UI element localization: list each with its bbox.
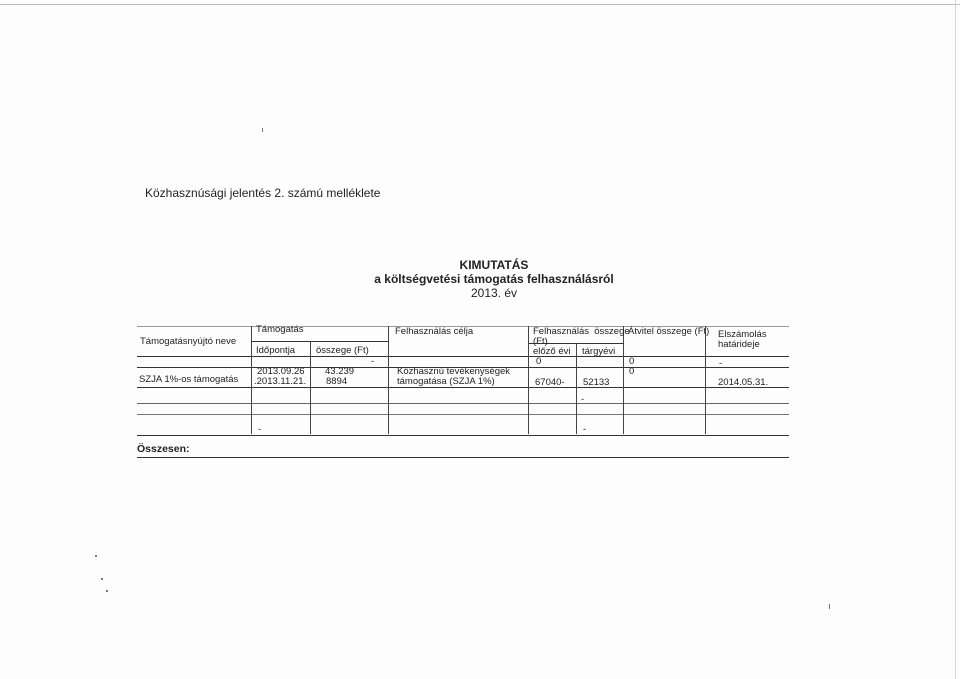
header-previous-year: előző évi bbox=[533, 346, 571, 357]
scan-right-rule bbox=[955, 0, 956, 679]
row-settlement-deadline: 2014.05.31. bbox=[718, 377, 769, 388]
row-previous-year-value: 67040- bbox=[535, 377, 565, 388]
row-grantor: SZJA 1%-os támogatás bbox=[139, 374, 239, 385]
row-purpose-line1: Közhasznú tevékenységek bbox=[397, 366, 511, 377]
report-heading: KIMUTATÁS bbox=[459, 258, 529, 272]
header-grantor-name: Támogatásnyújtó neve bbox=[140, 336, 237, 347]
header-bottom-border bbox=[137, 356, 789, 357]
col-divider-usage bbox=[528, 326, 529, 434]
scan-top-rule bbox=[0, 4, 960, 5]
empty-row-border-1 bbox=[137, 403, 789, 404]
col-divider-settlement bbox=[705, 326, 706, 434]
empty-row-border-2 bbox=[137, 414, 789, 415]
report-subheading: a költségvetési támogatás felhasználásról bbox=[374, 272, 614, 286]
empty-row-dash-1: - bbox=[581, 394, 585, 405]
header-grant: Támogatás bbox=[256, 324, 304, 335]
report-year: 2013. év bbox=[470, 286, 518, 300]
col-divider-carryover bbox=[623, 326, 624, 434]
table-bottom-border bbox=[137, 457, 789, 458]
header-grant-amount: összege (Ft) bbox=[316, 345, 369, 356]
empty-row-dash-2: - bbox=[258, 424, 262, 435]
col-divider-purpose bbox=[388, 326, 389, 434]
scan-speck bbox=[101, 578, 103, 580]
row-purpose-line2: támogatása (SZJA 1%) bbox=[397, 376, 495, 387]
row-previous-zero: 0 bbox=[536, 356, 542, 367]
col-divider-usage-current bbox=[576, 343, 577, 434]
header-usage-amount-unit: (Ft) bbox=[533, 336, 548, 347]
annex-title: Közhasznúsági jelentés 2. számú melléklete bbox=[145, 186, 381, 200]
total-label: Összesen: bbox=[137, 443, 190, 455]
row-grant-amount-2: 8894 bbox=[326, 376, 348, 387]
col-divider-grant bbox=[251, 326, 252, 434]
header-carryover: Átvitel összege (Ft) bbox=[628, 326, 710, 337]
row-grant-date-1: 2013.09.26 bbox=[257, 366, 305, 377]
scan-speck bbox=[829, 604, 830, 609]
scan-speck bbox=[95, 555, 97, 557]
row-current-year-value: 52133 bbox=[583, 377, 610, 388]
header-grant-date: Időpontja bbox=[256, 345, 296, 356]
row-grant-date-2: .2013.11.21. bbox=[254, 376, 307, 387]
header-settlement: Elszámolás bbox=[718, 329, 767, 340]
empty-row-dash-3: - bbox=[583, 424, 587, 435]
scan-speck bbox=[262, 128, 263, 132]
scan-speck bbox=[106, 590, 108, 592]
empty-row-border-3 bbox=[137, 435, 789, 436]
header-dash: - bbox=[371, 356, 375, 367]
grant-subheader-border bbox=[251, 341, 388, 342]
header-current-year: tárgyévi bbox=[582, 346, 616, 357]
col-divider-grant-amount bbox=[310, 341, 311, 434]
header-usage-purpose: Felhasználás célja bbox=[395, 326, 474, 337]
header-usage-amount: Felhasználás összege bbox=[533, 326, 630, 337]
header-settlement-deadline: határideje bbox=[718, 339, 760, 350]
row-carryover-zero-1: 0 bbox=[629, 356, 635, 367]
row-grant-amount-1: 43.239 bbox=[325, 366, 355, 377]
row-settlement-dash: - bbox=[719, 358, 723, 369]
row-carryover-zero-2: 0 bbox=[629, 366, 635, 377]
data-row-bottom-border bbox=[137, 387, 789, 388]
